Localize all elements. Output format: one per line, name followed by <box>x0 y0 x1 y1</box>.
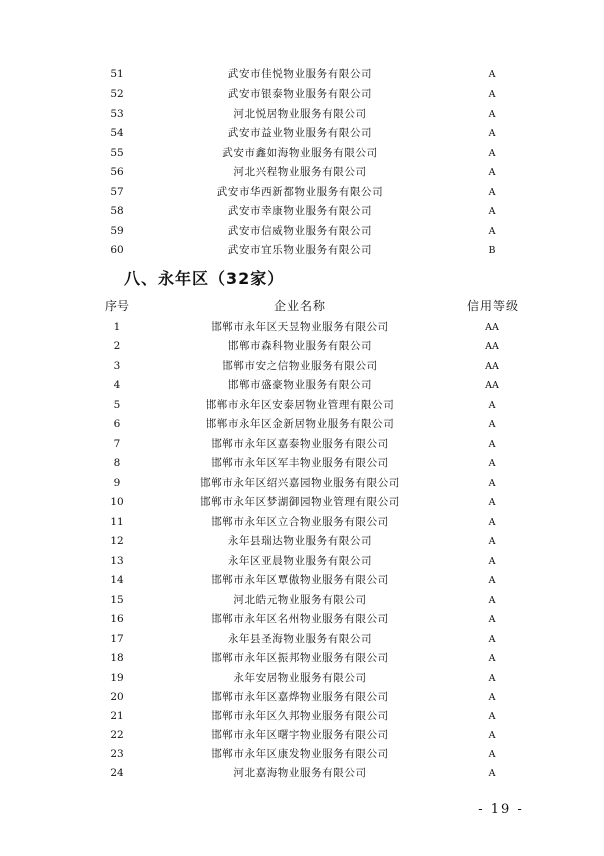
credit-grade: A <box>488 148 496 159</box>
row-number: 22 <box>110 729 124 741</box>
table-row <box>0 532 604 551</box>
table-row <box>0 357 604 376</box>
company-name: 邯郸市永年区嘉泰物业服务有限公司 <box>211 438 389 450</box>
table-row <box>0 65 604 84</box>
company-name: 邯郸市永年区久邦物业服务有限公司 <box>211 710 389 722</box>
row-number: 13 <box>110 555 124 567</box>
credit-grade: A <box>488 556 496 567</box>
row-number: 16 <box>110 613 124 625</box>
credit-grade: A <box>488 128 496 139</box>
row-number: 57 <box>110 186 124 198</box>
table-row <box>0 144 604 163</box>
table-row <box>0 183 604 202</box>
page-number: - 19 - <box>478 802 524 817</box>
company-name: 邯郸市永年区梦湖御园物业管理有限公司 <box>200 496 400 508</box>
table-row <box>0 745 604 764</box>
table-row <box>0 202 604 221</box>
table-row <box>0 85 604 104</box>
credit-grade: A <box>488 634 496 645</box>
credit-grade: A <box>488 226 496 237</box>
credit-grade: A <box>488 497 496 508</box>
header-company-name: 企业名称 <box>273 299 326 313</box>
header-number: 序号 <box>104 299 129 313</box>
credit-grade: A <box>488 400 496 411</box>
credit-grade: A <box>488 167 496 178</box>
company-name: 武安市幸康物业服务有限公司 <box>227 205 373 217</box>
company-name: 武安市华西新都物业服务有限公司 <box>216 186 384 198</box>
company-name: 邯郸市永年区覃傲物业服务有限公司 <box>211 574 389 586</box>
company-name: 邯郸市永年区安泰居物业管理有限公司 <box>205 399 395 411</box>
credit-grade: A <box>488 730 496 741</box>
credit-grade: A <box>488 614 496 625</box>
company-name: 邯郸市永年区绍兴嘉园物业服务有限公司 <box>200 477 400 489</box>
row-number: 11 <box>110 516 124 528</box>
company-name: 永年县圣海物业服务有限公司 <box>227 633 373 645</box>
row-number: 24 <box>110 767 124 779</box>
company-name: 邯郸市永年区名州物业服务有限公司 <box>211 613 389 625</box>
company-name: 永年安居物业服务有限公司 <box>233 672 367 684</box>
row-number: 51 <box>110 68 124 80</box>
company-name: 河北兴程物业服务有限公司 <box>233 166 367 178</box>
company-name: 邯郸市永年区立合物业服务有限公司 <box>211 516 389 528</box>
credit-grade: AA <box>485 322 499 333</box>
credit-grade: A <box>488 187 496 198</box>
table-row <box>0 318 604 337</box>
credit-grade: AA <box>485 341 499 352</box>
company-name: 河北嘉海物业服务有限公司 <box>233 767 367 779</box>
row-number: 17 <box>110 633 124 645</box>
company-name: 邯郸市安之信物业服务有限公司 <box>222 360 378 372</box>
company-name: 武安市益业物业服务有限公司 <box>227 127 373 139</box>
credit-grade: A <box>488 595 496 606</box>
table-row <box>0 222 604 241</box>
credit-grade: A <box>488 768 496 779</box>
row-number: 14 <box>110 574 124 586</box>
row-number: 5 <box>113 399 121 411</box>
row-number: 12 <box>110 535 124 547</box>
table-row <box>0 764 604 783</box>
row-number: 1 <box>113 321 121 333</box>
row-number: 59 <box>110 225 124 237</box>
row-number: 4 <box>113 379 121 391</box>
table-row <box>0 337 604 356</box>
table-row <box>0 513 604 532</box>
table-row <box>0 376 604 395</box>
row-number: 6 <box>113 418 121 430</box>
company-name: 河北皓元物业服务有限公司 <box>233 594 367 606</box>
table-row <box>0 630 604 649</box>
table-row <box>0 415 604 434</box>
row-number: 10 <box>110 496 124 508</box>
row-number: 53 <box>110 108 124 120</box>
row-number: 8 <box>113 457 121 469</box>
row-number: 19 <box>110 672 124 684</box>
company-name: 邯郸市永年区康发物业服务有限公司 <box>211 748 389 760</box>
row-number: 3 <box>113 360 121 372</box>
company-name: 邯郸市森科物业服务有限公司 <box>227 340 373 352</box>
table-row <box>0 649 604 668</box>
company-name: 邯郸市永年区天昱物业服务有限公司 <box>211 321 389 333</box>
row-number: 60 <box>110 244 124 256</box>
row-number: 58 <box>110 205 124 217</box>
credit-grade: A <box>488 692 496 703</box>
table-row <box>0 435 604 454</box>
table-row <box>0 396 604 415</box>
row-number: 56 <box>110 166 124 178</box>
row-number: 52 <box>110 88 124 100</box>
table-row <box>0 241 604 260</box>
company-name: 邯郸市永年区振邦物业服务有限公司 <box>211 652 389 664</box>
credit-grade: A <box>488 517 496 528</box>
table-row <box>0 571 604 590</box>
table-row <box>0 688 604 707</box>
company-name: 武安市宜乐物业服务有限公司 <box>227 244 373 256</box>
credit-grade: A <box>488 458 496 469</box>
table-row <box>0 124 604 143</box>
credit-grade: A <box>488 653 496 664</box>
table-row <box>0 591 604 610</box>
credit-grade: B <box>488 245 496 256</box>
company-name: 武安市信威物业服务有限公司 <box>227 225 373 237</box>
company-name: 邯郸市盛豪物业服务有限公司 <box>227 379 373 391</box>
row-number: 23 <box>110 748 124 760</box>
company-name: 永年县瑞达物业服务有限公司 <box>227 535 373 547</box>
table-row <box>0 669 604 688</box>
credit-grade: A <box>488 673 496 684</box>
company-name: 武安市银泰物业服务有限公司 <box>227 88 373 100</box>
credit-grade: A <box>488 419 496 430</box>
company-name: 邯郸市永年区嘉烨物业服务有限公司 <box>211 691 389 703</box>
credit-grade: A <box>488 711 496 722</box>
credit-grade: A <box>488 439 496 450</box>
credit-grade: A <box>488 89 496 100</box>
company-name: 河北悦居物业服务有限公司 <box>233 108 367 120</box>
table-row <box>0 493 604 512</box>
credit-grade: A <box>488 478 496 489</box>
table-row <box>0 163 604 182</box>
credit-grade: A <box>488 536 496 547</box>
table-header <box>0 296 604 316</box>
credit-grade: A <box>488 109 496 120</box>
credit-grade: AA <box>485 380 499 391</box>
credit-grade: A <box>488 69 496 80</box>
row-number: 18 <box>110 652 124 664</box>
table-row <box>0 105 604 124</box>
company-name: 永年区亚晨物业服务有限公司 <box>227 555 373 567</box>
table-row <box>0 552 604 571</box>
section-title: 八、永年区（32家） <box>124 269 285 288</box>
row-number: 21 <box>110 710 124 722</box>
credit-grade: A <box>488 206 496 217</box>
row-number: 7 <box>113 438 121 450</box>
credit-grade: AA <box>485 361 499 372</box>
company-name: 武安市佳悦物业服务有限公司 <box>227 68 373 80</box>
credit-grade: A <box>488 575 496 586</box>
table-row <box>0 610 604 629</box>
company-name: 邯郸市永年区金新居物业服务有限公司 <box>205 418 395 430</box>
table-row <box>0 726 604 745</box>
company-name: 邯郸市永年区军丰物业服务有限公司 <box>211 457 389 469</box>
credit-grade: A <box>488 749 496 760</box>
row-number: 9 <box>113 477 121 489</box>
table-row <box>0 474 604 493</box>
company-name: 邯郸市永年区曙宇物业服务有限公司 <box>211 729 389 741</box>
row-number: 20 <box>110 691 124 703</box>
table-row <box>0 707 604 726</box>
row-number: 54 <box>110 127 124 139</box>
row-number: 2 <box>113 340 121 352</box>
row-number: 15 <box>110 594 124 606</box>
table-row <box>0 454 604 473</box>
company-name: 武安市鑫如海物业服务有限公司 <box>222 147 378 159</box>
header-credit-grade: 信用等级 <box>466 299 519 313</box>
row-number: 55 <box>110 147 124 159</box>
